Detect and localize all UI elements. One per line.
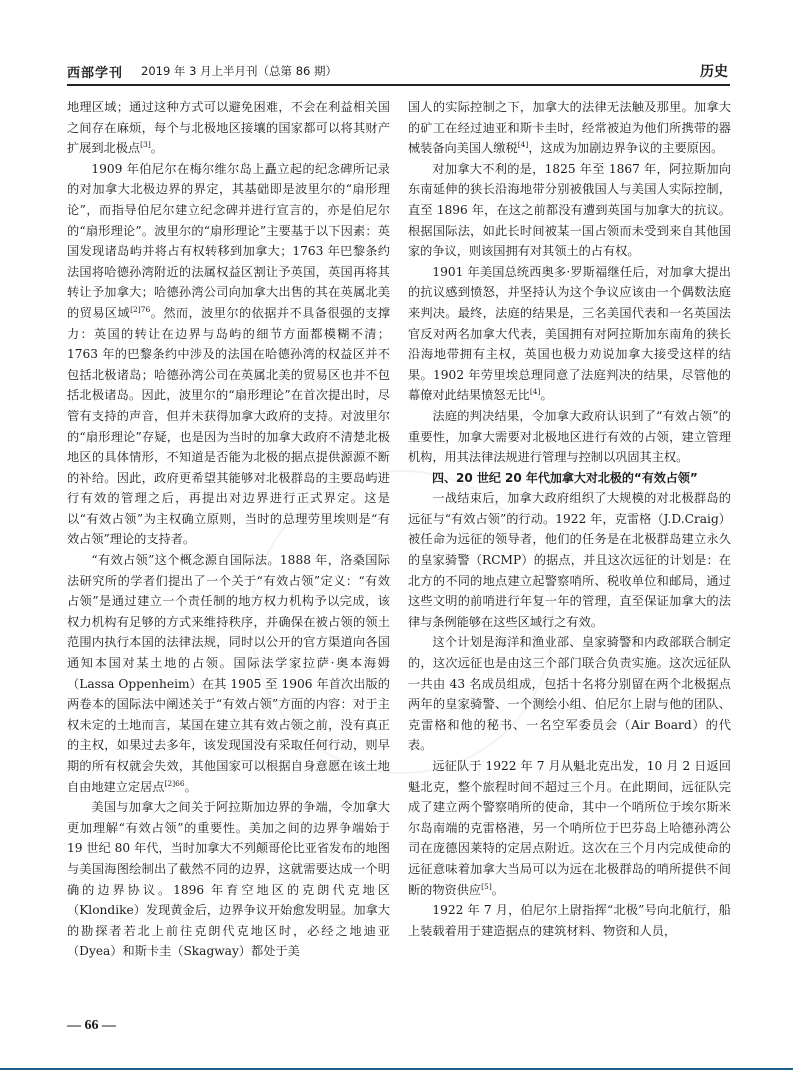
paragraph-text: 1922 年 7 月，伯尼尔上尉指挥“北极”号向北航行，船上装载着用于建造据点的建筑材料、物资和人员， (408, 903, 731, 938)
paragraph (408, 262, 731, 406)
paragraph-text: 地理区域；通过这种方式可以避免困难，不会在利益相关国之间存在麻烦，每个与北极地区接壤的国家都可以将其财产扩展到北极点 (67, 100, 390, 156)
citation-ref: [3] (140, 140, 151, 150)
paragraph-text-cont: 。 (150, 141, 163, 156)
paragraph-text-cont: 。 (491, 882, 504, 897)
paragraph-text: 对加拿大不利的是，1825 年至 1867 年，阿拉斯加向东南延伸的狭长沿海地带分别被俄国人与美国人实际控制，直至 1896 年，在这之前都没有遭到英国与加拿大的抗议。根据国际法，如此长时间被某一国占领而未受到来自其他国家的争议，则该国拥有对其领土的占有权。 (408, 161, 731, 259)
paragraph (408, 488, 731, 632)
paragraph-text: 一战结束后，加拿大政府组织了大规模的对北极群岛的远征与“有效占领”的行动。1922 年，克雷格（J.D.Craig）被任命为远征的领导者，他们的任务是在北极群岛建立永久的皇家骑警（RCMP）的据点，并且这次远征的计划是：在北方的不同的地点建立起警察哨所、税收单位和邮局，通过这些文明的前哨进行年复一年的管理，直至保证加拿大的法律与条例能够在这些区域行之有效。 (408, 491, 731, 629)
paragraph (408, 97, 731, 159)
page-header (67, 58, 730, 86)
paragraph (67, 159, 390, 550)
section-label: 历史 (700, 64, 728, 80)
paragraph-text-cont: 。 (540, 388, 553, 403)
journal-masthead: 西部学刊 (67, 66, 124, 81)
citation-ref: [2]76 (130, 304, 151, 314)
page-number: — 66 — (67, 1018, 116, 1033)
issue-info: 2019 年 3 月上半月刊（总第 86 期） (141, 64, 337, 78)
paragraph-text: 远征队于 1922 年 7 月从魁北克出发，10 月 2 日返回魁北克，整个旅程时间不超过三个月。在此期间，远征队完成了建立两个警察哨所的使命，其中一个哨所位于埃尔斯米尔岛南端的克雷格港，另一个哨所位于巴芬岛上哈德孙湾公司在庞德因莱特的定居点附近。这次在三个月内完成使命的远征意味着加拿大当局可以为远在北极群岛的哨所提供不间断的物资供应 (408, 759, 731, 897)
paragraph-text-cont: 。然而，波里尔的依据并不具备很强的支撑力：英国的转让在边界与岛屿的细节方面都模糊不清；1763 年的巴黎条约中涉及的法国在哈德孙湾的权益区并不包括北极诸岛；哈德孙湾公司在英属北美的贸易区也并不包括北极诸岛。因此，波里尔的“扇形理论”在首次提出时，尽管有支持的声音，但并未获得加拿大政府的支持。对波里尔的“扇形理论”存疑，也是因为当时的加拿大政府不清楚北极地区的具体情形，不知道是否能为北极的据点提供源源不断的补给。因此，政府更希望其能够对北极群岛的主要岛屿进行有效的管理之后，再提出对边界进行正式界定。这是以“有效占领”为主权确立原则，当时的总理劳里埃则是“有效占领”理论的支持者。 (67, 305, 391, 547)
paragraph-text: 1909 年伯尼尔在梅尔维尔岛上矗立起的纪念碑所记录的对加拿大北极边界的界定，其基础即是波里尔的“扇形理论”，而指导伯尼尔建立纪念碑并进行宣言的，亦是伯尼尔的“扇形理论”。波里尔的“扇形理论”主要基于以下因素：英国发现诸岛屿并将占有权转移到加拿大；1763 年巴黎条约法国将哈德孙湾附近的法属权益区割让予英国，英国再将其转让予加拿大；哈德孙湾公司向加拿大出售的其在英属北美的贸易区域 (67, 161, 390, 320)
paragraph-text: 这个计划是海洋和渔业部、皇家骑警和内政部联合制定的，这次远征也是由这三个部门联合负责实施。这次远征队一共由 43 名成员组成，包括十名将分别留在两个北极据点两年的皇家骑警、一个测绘小组、伯尼尔上尉与他的团队、克雷格和他的秘书、一名空军委员会（Air Board）的代表。 (408, 635, 731, 753)
citation-ref: [2]66 (164, 778, 185, 788)
paragraph-text: 1901 年美国总统西奥多·罗斯福继任后，对加拿大提出的抗议感到愤怒，并坚持认为这个争议应该由一个偶数法庭来判决。最终，法庭的结果是，三名美国代表和一名英国法官反对两名加拿大代表，美国拥有对阿拉斯加东南角的狭长沿海地带拥有主权，英国也极力劝说加拿大接受这样的结果。1902 年劳里埃总理同意了法庭判决的结果，尽管他的幕僚对此结果愤怒无比 (408, 264, 731, 403)
paragraph (67, 97, 390, 159)
section-heading (408, 468, 731, 489)
paragraph (408, 159, 731, 262)
paragraph (408, 900, 731, 941)
right-column (408, 97, 731, 941)
citation-ref: [4] (517, 140, 529, 150)
paragraph (67, 797, 390, 962)
paragraph-text-cont: ，这成为加剧边界争议的主要原因。 (528, 141, 724, 156)
paragraph (408, 756, 731, 900)
paragraph-text: 国人的实际控制之下，加拿大的法律无法触及那里。加拿大的矿工在经过迪亚和斯卡圭时，经常被迫为他们所携带的器械装备向美国人缴税 (408, 100, 731, 156)
paragraph (67, 550, 390, 797)
paragraph (408, 632, 731, 756)
paragraph-text: 法庭的判决结果，令加拿大政府认识到了“有效占领”的重要性，加拿大需要对北极地区进行有效的占领，建立管理机构，用其法律法规进行管理与控制以巩固其主权。 (408, 408, 731, 465)
citation-ref: [4] (529, 387, 541, 397)
paragraph-text: “有效占领”这个概念源自国际法。1888 年，洛桑国际法研究所的学者们提出了一个关于“有效占领”定义：“有效占领”是通过建立一个责任制的地方权力机构予以完成，该权力机构有足够的方式来维持秩序，并确保在被占领的领土范围内执行本国的法律法规，同时以公开的官方渠道向各国通知本国对某土地的占领。国际法学家拉萨·奥本海姆（Lassa Oppenheim）在其 1905 至 1906 年首次出版的两卷本的国际法中阐述关于“有效占领”方面的内容：对于主权未定的土地而言，某国在建立其有效占领之前，没有真正的主权，如果过去多年，该发现国没有采取任何行动，则早期的所有权就会失效，其他国家可以根据自身意愿在该土地自由地建立定居点 (67, 553, 390, 794)
paragraph-text: 四、20 世纪 20 年代加拿大对北极的“有效占领” (432, 470, 698, 485)
paragraph (408, 406, 731, 468)
paragraph-text-cont: 。 (184, 779, 197, 794)
bottom-rule (0, 1068, 793, 1070)
paragraph-text: 美国与加拿大之间关于阿拉斯加边界的争端，令加拿大更加理解“有效占领”的重要性。美加之间的边界争端始于 19 世纪 80 年代，当时加拿大不列颠哥伦比亚省发布的地图与美国海图绘制出了截然不同的边界，这就需要达成一个明确的边界协议。1896 年育空地区的克朗代克地区（Klondike）发现黄金后，边界争议开始愈发明显。加拿大的勘探者若北上前往克朗代克地区时，必经之地迪亚（Dyea）和斯卡圭（Skagway）都处于美 (67, 800, 390, 959)
left-column (67, 97, 390, 962)
citation-ref: [5] (481, 881, 492, 891)
